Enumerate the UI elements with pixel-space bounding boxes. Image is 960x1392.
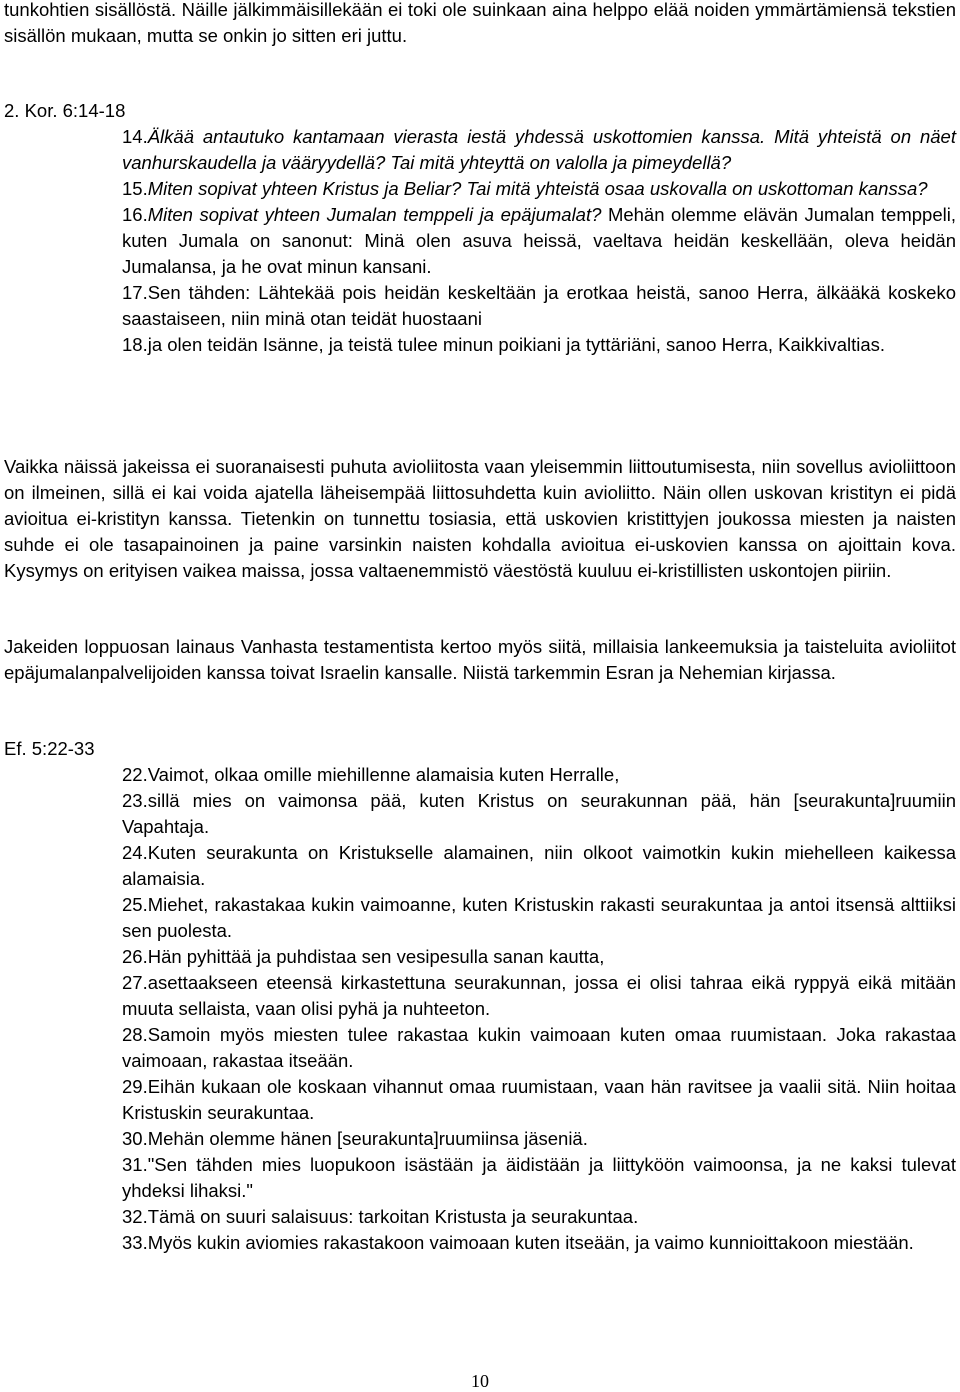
body-paragraph: Vaikka näissä jakeissa ei suoranaisesti puhuta avioliitosta vaan yleisemmin liittoutumisesta, niin sovellus avioliittoon on ilmeinen, sillä ei kai voida ajatella läheisempää liittosuhdetta kuin avioliitto. Näin ollen uskovan kristityn ei pidä avioitua ei-kristityn kanssa. Tietenkin on tunnettu tosiasia, että uskovien kristittyjen joukossa miesten ja naisten suhde ei ole tasapainoinen ja paine varsinkin naisten kohdalla avioitua ei-uskovien kanssa on ajoittain kova. Kysymys on erityisen vaikea maissa, jossa valtaenemmistö väestöstä kuuluu ei-kristillisten uskontojen piiriin. — [4, 456, 956, 581]
verse-text: Kuten seurakunta on Kristukselle alamainen, niin olkoot vaimotkin kukin miehelleen kaikessa alamaisia. — [122, 842, 956, 889]
verse-text-continued: Mehän olemme elävän Jumalan temppeli, kuten Jumala on sanonut: Minä olen asuva heissä, vaeltava heidän keskellään, oleva heidän Jumalansa, ja he ovat minun kansani. — [122, 204, 956, 277]
verse-text: sillä mies on vaimonsa pää, kuten Kristus on seurakunnan pää, hän [seurakunta]ruumiin Vapahtaja. — [122, 790, 956, 837]
verse-number: 15. — [122, 178, 148, 199]
intro-paragraph: tunkohtien sisällöstä. Näille jälkimmäisillekään ei toki ole suinkaan aina helppo elää noiden ymmärtämiensä tekstien sisällön mukaan, mutta se onkin jo sitten eri juttu. — [4, 0, 956, 46]
verse-number: 14. — [122, 126, 148, 147]
verse-number: 18. — [122, 334, 148, 355]
verse-number: 27. — [122, 972, 148, 993]
verse-list — [122, 124, 956, 358]
verse-text: Myös kukin aviomies rakastakoon vaimoaan kuten itseään, ja vaimo kunnioittakoon miestään. — [147, 1232, 914, 1253]
verse-text: asettaakseen eteensä kirkastettuna seurakunnan, jossa ei olisi tahraa eikä ryppyä eikä mitään muuta sellaista, vaan olisi pyhä ja nuhteeton. — [122, 972, 956, 1019]
verse-text: Samoin myös miesten tulee rakastaa kukin vaimoaan kuten omaa ruumistaan. Joka rakastaa vaimoaan, rakastaa itseään. — [122, 1024, 956, 1071]
verse-item — [122, 176, 956, 202]
verse-item — [122, 944, 956, 970]
verse-item — [122, 762, 956, 788]
verse-text: "Sen tähden mies luopukoon isästään ja äidistään ja liittyköön vaimoonsa, ja ne kaksi tulevat yhdeksi lihaksi." — [122, 1154, 956, 1201]
verse-number: 23. — [122, 790, 148, 811]
verse-text: Miehet, rakastakaa kukin vaimoanne, kuten Kristuskin rakasti seurakuntaa ja antoi itsensä alttiiksi sen puolesta. — [122, 894, 956, 941]
page-number: 10 — [471, 1371, 489, 1391]
verse-number: 25. — [122, 894, 148, 915]
verse-number: 26. — [122, 946, 148, 967]
verse-item — [122, 1022, 956, 1074]
verse-number: 28. — [122, 1024, 148, 1045]
verse-number: 24. — [122, 842, 148, 863]
verse-item — [122, 1230, 956, 1256]
verse-number: 22. — [122, 764, 148, 785]
verse-number: 30. — [122, 1128, 148, 1149]
verse-item — [122, 1152, 956, 1204]
verse-list — [122, 762, 956, 1256]
verse-item — [122, 840, 956, 892]
verse-item — [122, 202, 956, 280]
verse-text: Vaimot, olkaa omille miehillenne alamaisia kuten Herralle, — [147, 764, 620, 785]
verse-text: Hän pyhittää ja puhdistaa sen vesipesulla sanan kautta, — [147, 946, 605, 967]
body-paragraph: Jakeiden loppuosan lainaus Vanhasta testamentista kertoo myös siitä, millaisia lankeemuksia ja taisteluita avioliitot epäjumalanpalvelijoiden kanssa toivat Israelin kansalle. Niistä tarkemmin Esran ja Nehemian kirjassa. — [4, 636, 956, 683]
passage-reference: Ef. 5:22-33 — [4, 738, 95, 759]
verse-number: 16. — [122, 204, 148, 225]
verse-item — [122, 1204, 956, 1230]
verse-number: 33. — [122, 1232, 148, 1253]
verse-number: 31. — [122, 1154, 148, 1175]
verse-text: Mehän olemme hänen [seurakunta]ruumiinsa jäseniä. — [147, 1128, 588, 1149]
verse-item — [122, 280, 956, 332]
verse-item — [122, 332, 956, 358]
verse-text: ja olen teidän Isänne, ja teistä tulee minun poikiani ja tyttäriäni, sanoo Herra, Kaikkivaltias. — [147, 334, 886, 355]
passage-reference: 2. Kor. 6:14-18 — [4, 100, 126, 121]
verse-number: 29. — [122, 1076, 148, 1097]
verse-text: Miten sopivat yhteen Kristus ja Beliar? Tai mitä yhteistä osaa uskovalla on uskottoman kanssa? — [147, 178, 928, 199]
verse-item — [122, 1126, 956, 1152]
verse-text: Eihän kukaan ole koskaan vihannut omaa ruumistaan, vaan hän ravitsee ja vaalii sitä. Niin hoitaa Kristuskin seurakuntaa. — [122, 1076, 956, 1123]
verse-number: 32. — [122, 1206, 148, 1227]
verse-text: Sen tähden: Lähtekää pois heidän keskeltään ja erotkaa heistä, sanoo Herra, älkääkä koskeko saastaiseen, niin minä otan teidät huostaani — [122, 282, 956, 329]
verse-item — [122, 970, 956, 1022]
verse-item — [122, 892, 956, 944]
verse-item — [122, 124, 956, 176]
verse-text: Älkää antautuko kantamaan vierasta iestä yhdessä uskottomien kanssa. Mitä yhteistä on näet vanhurskaudella ja vääryydellä? Tai mitä yhteyttä on valolla ja pimeydellä? — [122, 126, 956, 173]
verse-text: Miten sopivat yhteen Jumalan temppeli ja epäjumalat? — [147, 204, 602, 225]
verse-item — [122, 788, 956, 840]
verse-number: 17. — [122, 282, 148, 303]
verse-text: Tämä on suuri salaisuus: tarkoitan Kristusta ja seurakuntaa. — [147, 1206, 639, 1227]
verse-item — [122, 1074, 956, 1126]
